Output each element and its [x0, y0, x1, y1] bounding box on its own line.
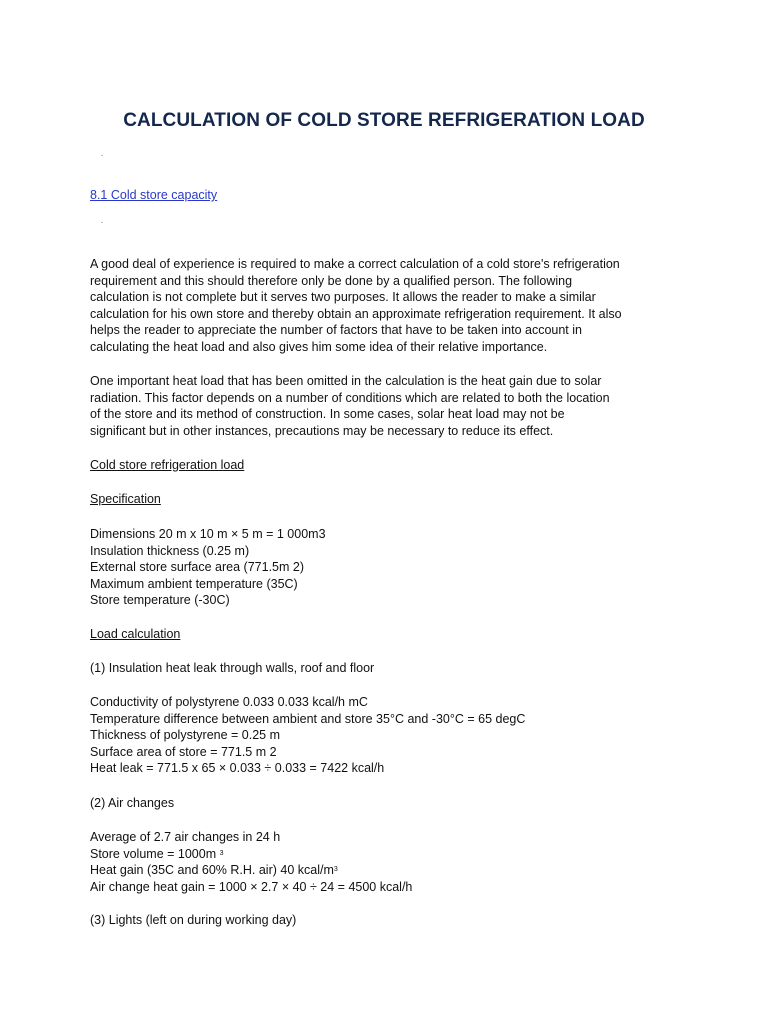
store-volume-text: Store volume = 1000m: [90, 846, 217, 861]
item3-heading: (3) Lights (left on during working day): [90, 913, 297, 927]
solar-line: of the store and its method of construction. In some cases, solar heat load may not be: [90, 407, 565, 422]
item1-line: Thickness of polystyrene = 0.25 m: [90, 728, 281, 743]
specification-list: [90, 526, 690, 609]
intro-line: helps the reader to appreciate the number of factors that have to be taken into account in: [90, 323, 582, 338]
superscript: 3: [333, 866, 338, 874]
item1-line: Temperature difference between ambient and store 35°C and -30°C = 65 degC: [90, 711, 526, 726]
spec-item: Maximum ambient temperature (35C): [90, 576, 298, 591]
separator-dot: [101, 222, 103, 223]
item2-line: [90, 862, 690, 879]
item1-line: Heat leak = 771.5 x 65 × 0.033 ÷ 0.033 = 7422 kcal/h: [90, 761, 385, 776]
cold-store-capacity-link[interactable]: 8.1 Cold store capacity: [90, 188, 218, 202]
item2-line: Average of 2.7 air changes in 24 h: [90, 830, 281, 844]
item2-line: Air change heat gain = 1000 × 2.7 × 40 ÷ 24 = 4500 kcal/h: [90, 879, 413, 894]
item1-line: Conductivity of polystyrene 0.033 0.033 kcal/h mC: [90, 695, 368, 709]
superscript: 3: [219, 849, 224, 857]
spec-item: Dimensions 20 m x 10 m × 5 m = 1 000m3: [90, 527, 326, 541]
intro-line: calculating the heat load and also gives him some idea of their relative importance.: [90, 339, 548, 354]
specification-heading: Specification: [90, 492, 161, 506]
solar-line: significant but in other instances, precautions may be necessary to reduce its effect.: [90, 423, 554, 438]
separator-dot: [101, 155, 103, 156]
item2-heading: (2) Air changes: [90, 796, 175, 810]
section-title: Cold store refrigeration load: [90, 458, 245, 472]
intro-line: A good deal of experience is required to make a correct calculation of a cold store's refrigeration: [90, 257, 620, 271]
intro-line: requirement and this should therefore only be done by a qualified person. The following: [90, 273, 573, 288]
spec-item: External store surface area (771.5m 2): [90, 560, 304, 575]
item1-line: Surface area of store = 771.5 m 2: [90, 744, 277, 759]
spec-item: Insulation thickness (0.25 m): [90, 543, 250, 558]
item2-line: [90, 846, 690, 863]
heat-gain-text: Heat gain (35C and 60% R.H. air) 40 kcal/m: [90, 863, 334, 878]
solar-line: One important heat load that has been omitted in the calculation is the heat gain due to solar: [90, 374, 602, 388]
spec-item: Store temperature (-30C): [90, 593, 230, 608]
item1-details: [90, 694, 690, 777]
intro-line: calculation is not complete but it serves two purposes. It allows the reader to make a similar: [90, 290, 596, 305]
item2-details: [90, 829, 690, 895]
page-title: CALCULATION OF COLD STORE REFRIGERATION LOAD: [123, 110, 645, 131]
solar-paragraph: [90, 373, 690, 439]
item1-heading: (1) Insulation heat leak through walls, roof and floor: [90, 661, 375, 675]
intro-paragraph: [90, 256, 690, 356]
intro-line: calculation for his own store and thereby obtain an approximate refrigeration requirement. It also: [90, 306, 622, 321]
load-calculation-heading: Load calculation: [90, 627, 181, 641]
solar-line: radiation. This factor depends on a number of conditions which are related to both the location: [90, 390, 610, 405]
